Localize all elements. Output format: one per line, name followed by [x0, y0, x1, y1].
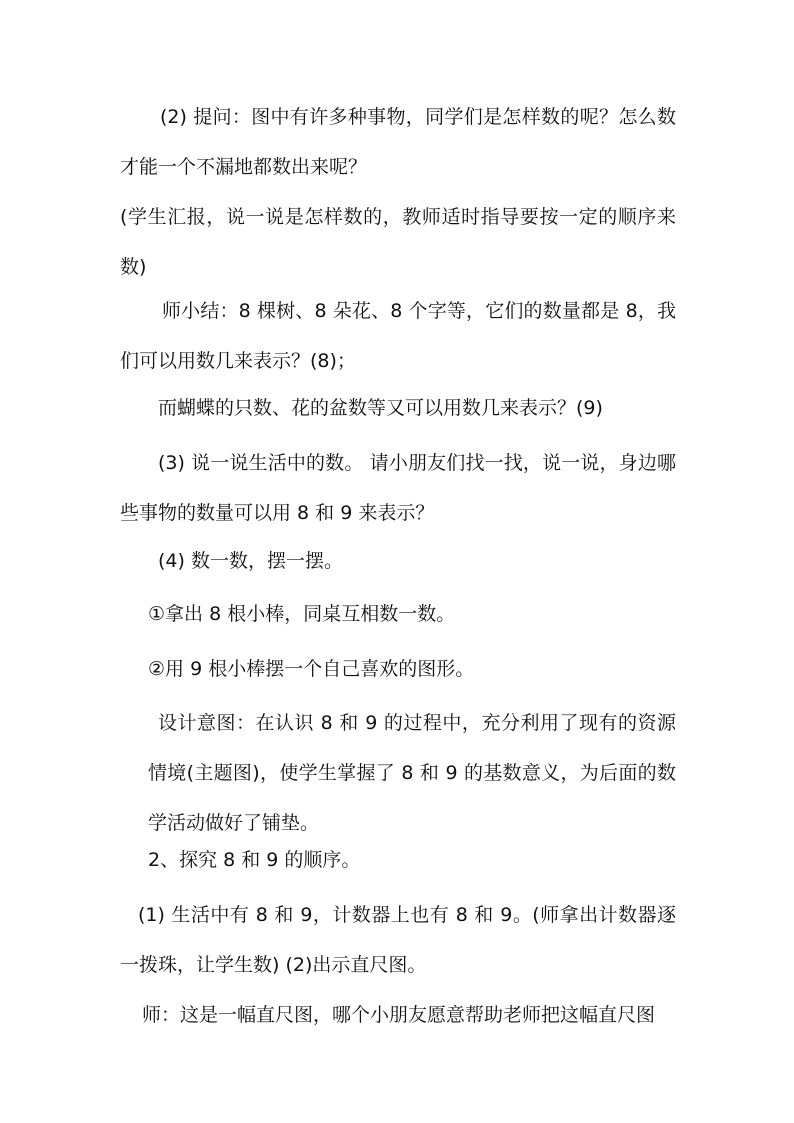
paragraph-butterfly-count: 而蝴蝶的只数、花的盆数等又可以用数几来表示？(9) [158, 397, 603, 419]
paragraph-numbers-in-life: (3) 说一说生活中的数。 请小朋友们找一找，说一说，身边哪些事物的数量可以用 8 和 9 来表示？ [120, 452, 676, 524]
paragraph-question-counting: (2) 提问：图中有许多种事物，同学们是怎样数的呢？怎么数才能一个不漏地都数出来呢？ [120, 106, 676, 178]
paragraph-ruler: 师：这是一幅直尺图，哪个小朋友愿意帮助老师把这幅直尺图 [142, 1004, 656, 1026]
paragraph-teacher-summary: 师小结：8 棵树、8 朵花、8 个字等，它们的数量都是 8，我们可以用数几来表示？(8)； [120, 300, 676, 372]
paragraph-student-report: (学生汇报，说一说是怎样数的，教师适时指导要按一定的顺序来数) [120, 206, 676, 278]
paragraph-nine-sticks: ②用 9 根小棒摆一个自己喜欢的图形。 [148, 658, 475, 680]
paragraph-count-and-arrange: (4) 数一数，摆一摆。 [158, 550, 343, 572]
section-heading-order: 2、探究 8 和 9 的顺序。 [148, 849, 361, 871]
paragraph-counter: (1) 生活中有 8 和 9，计数器上也有 8 和 9。(师拿出计数器逐一拨珠，让学生数) (2)出示直尺图。 [120, 904, 676, 976]
paragraph-design-intent: 设计意图：在认识 8 和 9 的过程中，充分利用了现有的资源情境(主题图)，使学生掌握了 8 和 9 的基数意义，为后面的数学活动做好了铺垫。 [148, 712, 676, 834]
paragraph-eight-sticks: ①拿出 8 根小棒，同桌互相数一数。 [148, 603, 456, 625]
